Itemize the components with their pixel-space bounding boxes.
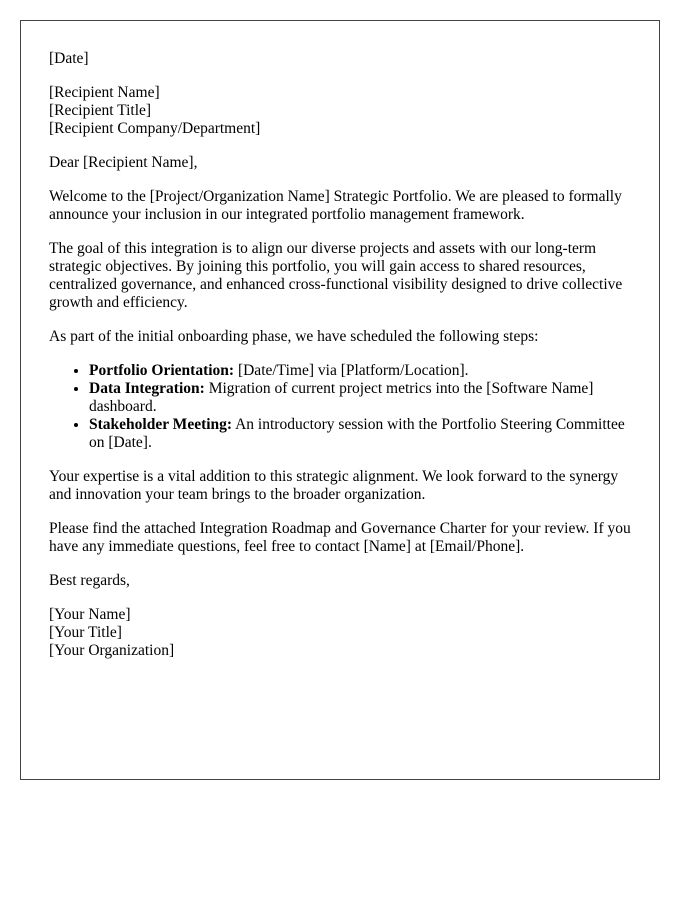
sender-name: [Your Name]: [49, 606, 131, 623]
step-label: Portfolio Orientation:: [89, 362, 235, 379]
list-item: [89, 362, 631, 380]
signature-block: [49, 606, 631, 660]
sender-title: [Your Title]: [49, 624, 122, 641]
recipient-block: [49, 84, 631, 138]
onboarding-steps-list: [49, 362, 631, 452]
letter-page: [20, 20, 660, 780]
onboarding-intro-paragraph: As part of the initial onboarding phase, we have scheduled the following steps:: [49, 328, 539, 345]
intro-paragraph: Welcome to the [Project/Organization Name] Strategic Portfolio. We are pleased to formally announce your inclusion in our integrated portfolio management framework.: [49, 188, 622, 223]
step-text: An introductory session with the Portfolio Steering Committee on [Date].: [89, 416, 625, 451]
step-text: Migration of current project metrics into the [Software Name] dashboard.: [89, 380, 594, 415]
step-text: [Date/Time] via [Platform/Location].: [234, 362, 469, 379]
sender-organization: [Your Organization]: [49, 642, 175, 659]
step-label: Stakeholder Meeting:: [89, 416, 233, 433]
closing: Best regards,: [49, 572, 130, 589]
step-label: Data Integration:: [89, 380, 205, 397]
list-item: [89, 380, 631, 416]
salutation: Dear [Recipient Name],: [49, 154, 198, 171]
expertise-paragraph: Your expertise is a vital addition to this strategic alignment. We look forward to the synergy and innovation your team brings to the broader organization.: [49, 468, 619, 503]
list-item: [89, 416, 631, 452]
goal-paragraph: The goal of this integration is to align our diverse projects and assets with our long-term strategic objectives. By joining this portfolio, you will gain access to shared resources, centralized governance, and enhanced cross-functional visibility designed to drive collective growth and efficiency.: [49, 240, 623, 311]
letter-date: [Date]: [49, 50, 89, 67]
recipient-name: [Recipient Name]: [49, 84, 160, 101]
recipient-title: [Recipient Title]: [49, 102, 152, 119]
recipient-company: [Recipient Company/Department]: [49, 120, 261, 137]
attachments-paragraph: Please find the attached Integration Roadmap and Governance Charter for your review. If you have any immediate questions, feel free to contact [Name] at [Email/Phone].: [49, 520, 631, 555]
